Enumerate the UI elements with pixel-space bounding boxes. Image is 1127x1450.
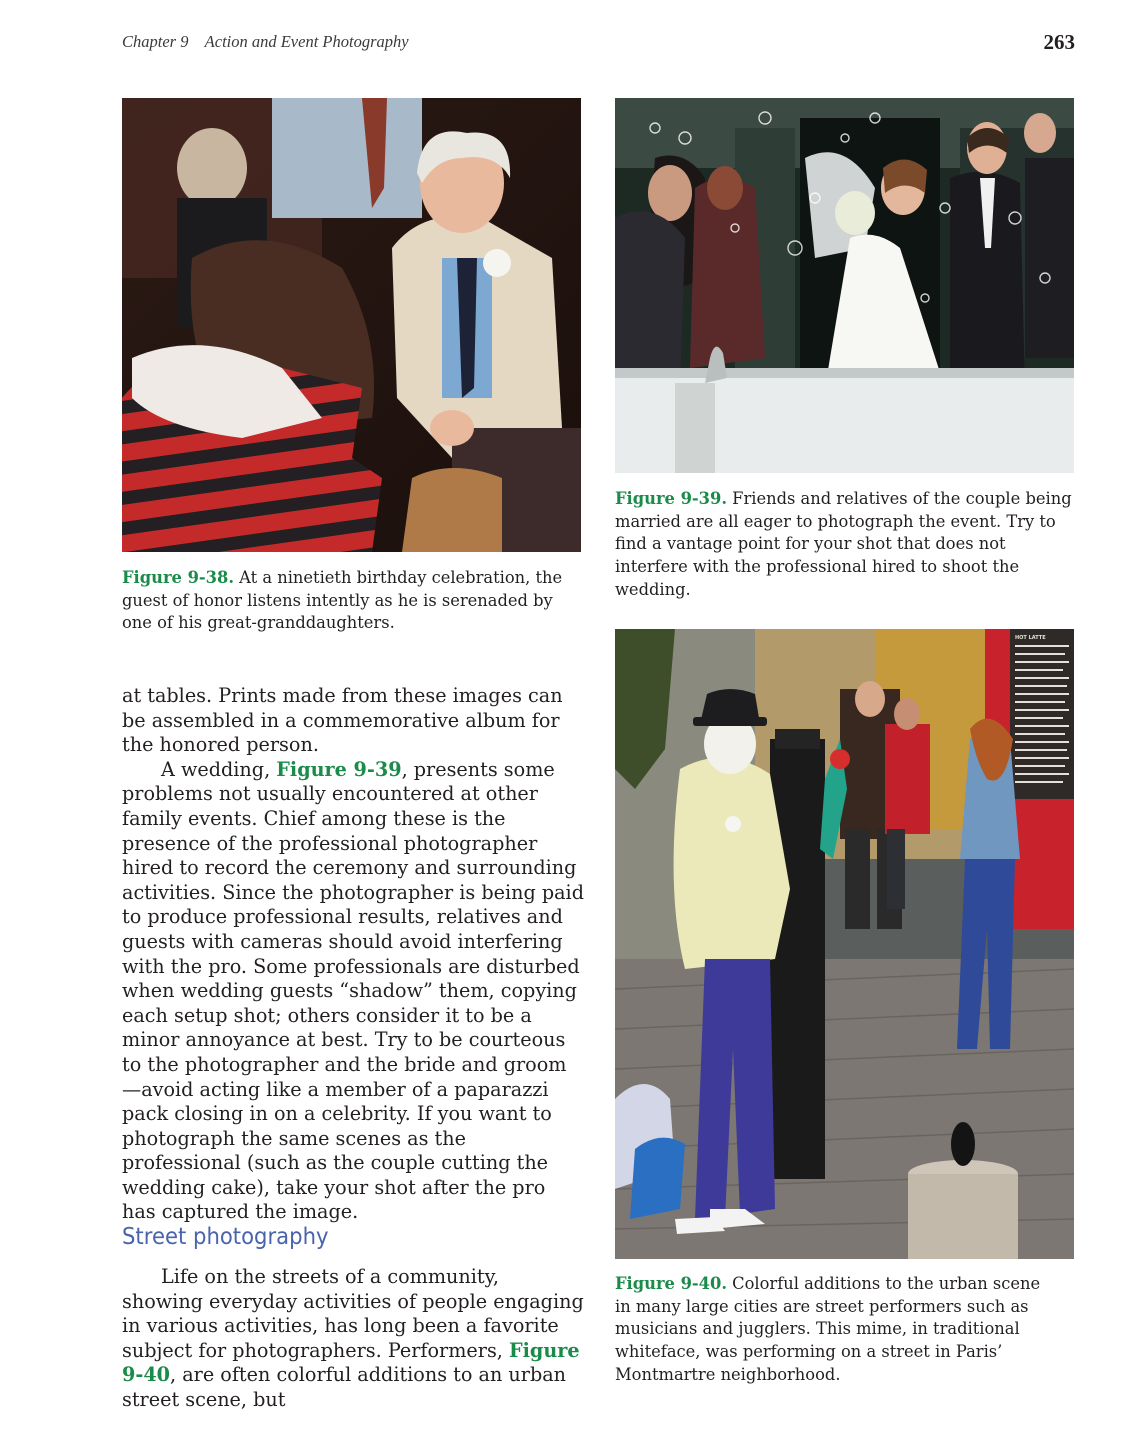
figure-9-40-label: Figure 9-40. — [615, 1274, 727, 1293]
paragraph-3-lead: Life on the streets of a community, showing everyday activities of people engaging in various activities, has long been a favorite subject for photographers. Performers, — [122, 1265, 584, 1362]
figure-9-40-reference[interactable]: Figure 9-40 — [122, 1338, 580, 1387]
figure-9-39-caption — [615, 488, 1080, 602]
section-heading-street-photography: Street photography — [122, 1224, 329, 1250]
figure-9-38-text: At a ninetieth birthday celebration, the guest of honor listens intently as he is serenaded by one of his great-granddaughters. — [122, 568, 563, 633]
figure-9-39-reference[interactable]: Figure 9-39 — [276, 757, 402, 781]
figure-9-39-label: Figure 9-39. — [615, 489, 727, 508]
body-text-lower — [122, 1265, 584, 1413]
paragraph-3 — [122, 1265, 584, 1413]
paragraph-2-body: , presents some problems not usually encountered at other family events. Chief among these is the presence of the professional photographer hired to record the ceremony and surrounding activities. Since the photographer is being paid to produce professional results, relatives and guests with cameras should avoid interfering with the pro. Some professionals are disturbed when wedding guests “shadow” them, copying each setup shot; others consider it to be a minor annoyance at best. Try to be courteous to the photographer and the bride and groom—avoid acting like a member of a paparazzi pack closing in on a celebrity. If you want to photograph the same scenes as the professional (such as the couple cutting the wedding cake), take your shot after the pro has captured the image. — [122, 757, 584, 1224]
sign-heading: HOT LATTE — [1015, 635, 1046, 641]
running-header: Chapter 9 Action and Event Photography — [122, 32, 409, 51]
figure-9-40-caption — [615, 1273, 1055, 1387]
figure-9-39-photo — [615, 98, 1074, 473]
paragraph-2 — [122, 758, 584, 1225]
paragraph-2-lead: A wedding, — [161, 757, 277, 781]
figure-9-38-caption — [122, 567, 584, 635]
paragraph-1: at tables. Prints made from these images can be assembled in a commemorative album for the honored person. — [122, 684, 563, 757]
figure-9-39-text: Friends and relatives of the couple being married are all eager to photograph the event. Try to find a vantage point for your shot that does not interfere with the professional hired to shoot the wedding. — [615, 489, 1072, 599]
figure-9-38-photo — [122, 98, 581, 552]
figure-9-40-text: Colorful additions to the urban scene in many large cities are street performers such as musicians and jugglers. This mime, in traditional whiteface, was performing on a street in Paris’ Montmartre neighborhood. — [615, 1274, 1041, 1384]
figure-9-38-label: Figure 9-38. — [122, 568, 234, 587]
body-text-upper — [122, 684, 584, 1225]
page-number: 263 — [1043, 30, 1075, 54]
paragraph-3-body: , are often colorful additions to an urban street scene, but — [122, 1363, 567, 1411]
figure-9-40-photo — [615, 629, 1074, 1259]
